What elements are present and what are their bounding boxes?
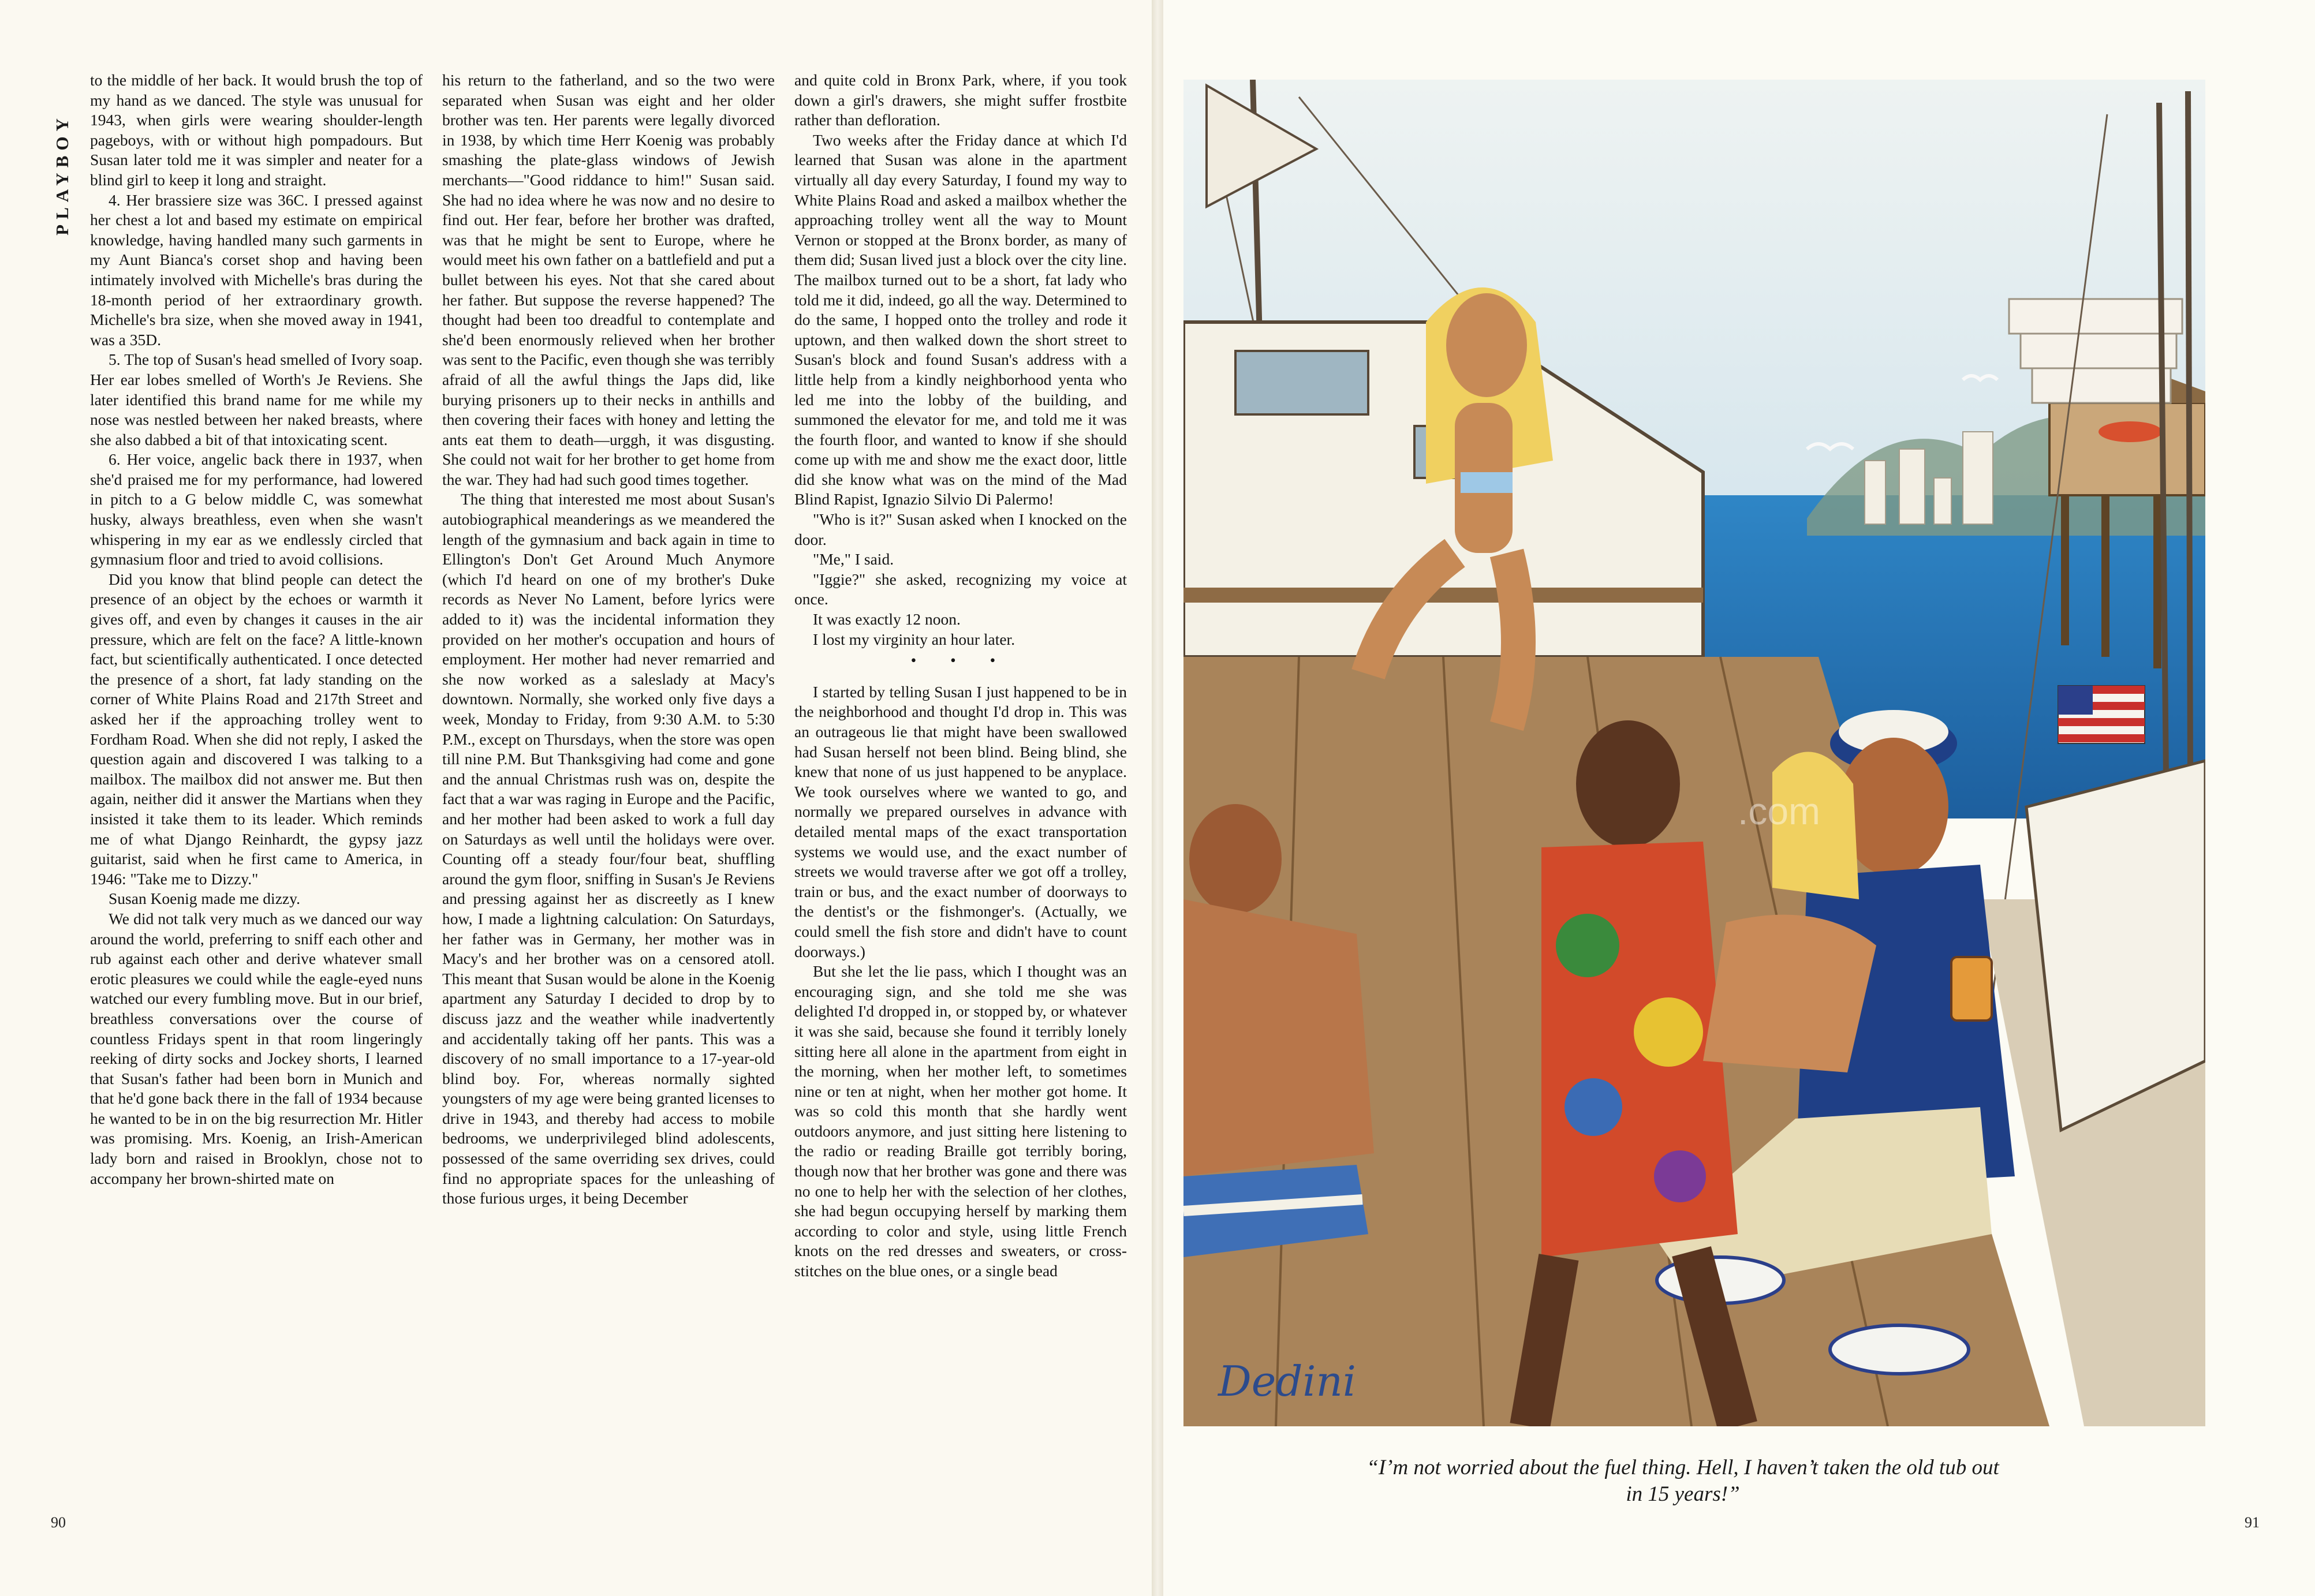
illustration-canvas	[1183, 80, 2205, 1426]
paragraph: I started by telling Susan I just happened to be in the neighborhood and thought I'd drop in. This was an outrageous lie that might have been swallowed had Susan herself not been blind. Being blind, she knew that none of us just happened to be anyplace. We took ourselves where we wanted to go, and normally we prepared ourselves in advance with detailed mental maps of the exact transportation systems we would use, and the exact number of streets we would traverse after we got off a trolley, train or bus, and the exact number of doorways to the dentist's or the fishmonger's. (Actually, we could smell the fish store and didn't have to count doorways.)	[794, 682, 1127, 960]
text-column-1	[90, 70, 423, 1537]
paragraph: But she let the lie pass, which I thought was an encouraging sign, and she told me she was delighted I'd dropped in, or stopped by, or whatever it was she said, because she found it terribly lonely sitting here all alone in the apartment from eight in the morning, when her mother left, to sometimes nine or ten at night, when her mother got home. It was so cold this month that she hardly went outdoors anymore, and just sitting here listening to the radio or reading Braille got terribly boring, though now that her brother was gone and there was no one to help her with the selection of her clothes, she had begun occupying herself by marking them according to color and style, using little French knots on the red dresses and sweaters, or cross-stitches on the blue ones, or a single bead	[794, 962, 1127, 1280]
text-column-2	[442, 70, 775, 1537]
paragraph: I lost my virginity an hour later.	[813, 630, 1015, 648]
paragraph: "Who is it?" Susan asked when I knocked on the door.	[794, 510, 1127, 548]
paragraph: The thing that interested me most about Susan's autobiographical meanderings as we meandered the length of the gymnasium and back again in time to Ellington's Don't Get Around Much Anymore (which I'd heard on one of my brother's Duke records as Never No Lament, before lyrics were added to it) was the incidental information they provided on her mother's occupation and hours of employment. Her mother had never remarried and she now worked as a saleslady at Macy's downtown. Normally, she worked only five days a week, Monday to Friday, from 9:30 A.M. to 5:30 P.M., except on Thursdays, when the store was open till nine P.M. But Thanksgiving had come and gone and the annual Christmas rush was on, despite the fact that a war was raging in Europe and the Pacific, and her mother had been asked to work a full day on Saturdays as well until the holidays were over. Counting off a steady four/four beat, shuffling around the gym floor, sniffing in Susan's Je Reviens and pressing against her as discreetly as I knew how, I made a lightning calculation: On Saturdays, her father was in Germany, her mother was in Macy's and her brother was on a censored atoll. This meant that Susan would be alone in the Koenig apartment any Saturday I decided to drop by to discuss jazz and the weather while inadvertently and accidentally taking off her pants. This was a discovery of no small importance to a 17-year-old blind boy. For, whereas normally sighted youngsters of my age were being granted licenses to drive in 1943, and thereby had access to mobile bedrooms, we underprivileged blind adolescents, possessed of the same overriding sex drives, could find no appropriate spaces for the unleashing of those furious urges, it being December	[442, 490, 775, 1208]
paragraph: to the middle of her back. It would brush the top of my hand as we danced. The style was unusual for 1943, when girls were wearing shoulder-length pageboys, with or without high pompadours. But Susan later told me it was simpler and neater for a blind girl to keep it long and straight.	[90, 71, 423, 189]
text-column-3	[794, 70, 1127, 1537]
american-flag	[2058, 686, 2145, 743]
spread-gutter	[1152, 0, 1163, 1596]
cartoon-illustration	[1183, 80, 2205, 1426]
section-separator: • • •	[910, 651, 1011, 670]
hotel-building	[2009, 299, 2182, 403]
paragraph: It was exactly 12 noon.	[813, 610, 961, 629]
paragraph: 6. Her voice, angelic back there in 1937, when she'd praised me for my performance, had lowered in pitch to a G below middle C, was somewhat husky, always breathless, even when she wasn't whispering in my ear as we endlessly circled that gymnasium floor and tried to avoid collisions.	[90, 450, 423, 569]
paragraph: and quite cold in Bronx Park, where, if you took down a girl's drawers, she might suffer frostbite rather than defloration.	[794, 71, 1127, 129]
cartoon-caption: “I’m not worried about the fuel thing. Hell, I haven’t taken the old tub out in 15 years!”	[1366, 1456, 1999, 1506]
paragraph: "Me," I said.	[813, 550, 894, 569]
artist-signature: Dedini	[1218, 1357, 1356, 1406]
fish-sign	[2099, 421, 2162, 442]
paragraph: his return to the fatherland, and so the two were separated when Susan was eight and her older brother was ten. Her parents were legally divorced in 1938, by which time Herr Koenig was probably smashing the plate-glass windows of Jewish merchants—"Good riddance to him!" Susan said. She had no idea where he was now and no desire to find out. Her fear, before her brother was drafted, was that he might be sent to Europe, where he would meet his own father on a battlefield and put a bullet between his eyes. Not that she cared about her father. But suppose the reverse happened? The thought had been too dreadful to contemplate and she'd been enormously relieved when her brother was sent to the Pacific, even though she was terribly afraid of all the awful things the Japs did, like burying prisoners up to their necks in anthills and then covering their faces with honey and letting the ants eat them to death—urggh, it was disgusting. She could not wait for her brother to get home from the war. They had had such good times together.	[442, 71, 775, 488]
paragraph: We did not talk very much as we danced our way around the world, preferring to sniff each other and rub against each other and derive whatever small erotic pleasures we could while the eagle-eyed nuns watched our every fumbling move. But in our brief, breathless conversations over the course of countless Fridays spent in that room lingeringly reeking of dirty socks and Jockey shorts, I learned that Susan's father had been born in Munich and that he'd gone back there in the fall of 1934 because he wanted to be in on the big resurrection Mr. Hitler was promising. Mrs. Koenig, an Irish-American lady born and raised in Brooklyn, chose not to accompany her brown-shirted mate on	[90, 909, 423, 1187]
watermark-text: .com	[1738, 790, 1821, 832]
magazine-brand-vertical	[39, 82, 85, 267]
paragraph: Did you know that blind people can detect the presence of an object by the echoes or warmth it gives off, and even by changes it causes in the air pressure, which are felt on the face? A little-known fact, but scientifically authenticated. I once detected the presence of a short, fat lady standing on the corner of White Plains Road and 217th Street and asked her if the approaching trolley went to Fordham Road. When she did not reply, I asked the question again and discovered I was talking to a mailbox. The mailbox did not answer me. But then again, neither did it answer the Martians when they insisted it take them to its leader. Which reminds me of what Django Reinhardt, the gypsy jazz guitarist, said when he first came to America, in 1946: "Take me to Dizzy."	[90, 570, 423, 888]
page-number-right: 91	[2245, 1514, 2260, 1531]
brand-label: PLAYBOY	[52, 113, 72, 236]
paragraph: Two weeks after the Friday dance at which I'd learned that Susan was alone in the apartment virtually all day every Saturday, I found my way to White Plains Road and asked a mailbox whether the approaching trolley went all the way to Mount Vernon or stopped at the Bronx border, as many of them did; Susan lived just a block over the city line. The mailbox turned out to be a short, fat lady who told me it did, indeed, go all the way. Determined to do the same, I hopped onto the trolley and rode it uptown, and then walked down the short street to Susan's block and found Susan's address with a little help from a kindly neighborhood yenta who led me into the lobby of the building, and summoned the elevator for me, and told me it was the fourth floor, and wanted to know if she should come up with me and show me the exact door, little did she know what was on the mind of the Mad Blind Rapist, Ignazio Silvio Di Palermo!	[794, 130, 1127, 509]
right-page	[1163, 0, 2315, 1596]
paragraph: Susan Koenig made me dizzy.	[109, 889, 300, 908]
paragraph: 4. Her brassiere size was 36C. I pressed against her chest a lot and based my estimate on empirical knowledge, having handled many such garments in my Aunt Bianca's corset shop and having been intimately involved with Michelle's bras during the 18-month period of her extraordinary growth. Michelle's bra size, when she moved away in 1941, was a 35D.	[90, 190, 423, 349]
left-page	[0, 0, 1152, 1596]
paragraph: "Iggie?" she asked, recognizing my voice at once.	[794, 570, 1127, 608]
paragraph: 5. The top of Susan's head smelled of Ivory soap. Her ear lobes smelled of Worth's Je Reviens. She later identified this brand name for me while my nose was nestled between her naked breasts, where she also dabbed a bit of that intoxicating scent.	[90, 350, 423, 448]
page-number-left: 90	[51, 1514, 66, 1531]
